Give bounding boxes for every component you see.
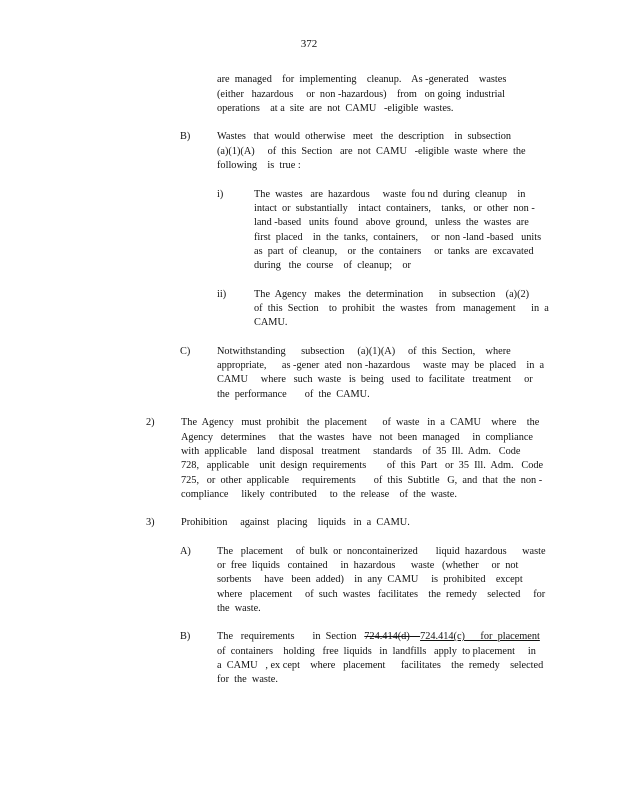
text-line: The Agency makes the determination in subsection (a)(2) [254,289,530,300]
text-line: of this Section to prohibit the wastes from management in a [254,303,549,314]
text-line: sorbents have been added) in any CAMU is prohibited except [217,574,523,585]
item-marker: B) [180,131,191,142]
text-line: following is true : [217,160,301,171]
text-segment: for placement [464,631,540,642]
deleted-citation: 724.414(d) [364,631,410,642]
item-marker: B) [180,631,191,642]
text-line: are managed for implementing cleanup. As -generated wastes [217,74,507,85]
text-line: as part of cleanup, or the containers or tanks are excavated [254,246,534,257]
text-line: (a)(1)(A) of this Section are not CAMU -eligible waste where the [217,146,526,157]
item-marker: i) [217,189,224,200]
text-line: CAMU. [254,317,288,328]
text-line: The wastes are hazardous waste fou nd during cleanup in [254,189,526,200]
text-line: during the course of cleanup; or [254,260,411,271]
text-line: a CAMU , ex cept where placement facilitates the remedy selected [217,660,544,671]
text-line: the waste. [217,603,261,614]
page-number: 372 [300,38,318,50]
inserted-citation: 724.414(c) [420,631,465,642]
text-line: 725, or other applicable requirements of this Subtitle G, and that the non - [181,475,543,486]
paragraph-heading: Prohibition against placing liquids in a CAMU. [181,517,410,528]
text-line: the performance of the CAMU. [217,389,370,400]
text-line: 728, applicable unit design requirements of this Part or 35 Ill. Adm. Code [181,460,544,471]
text-line: intact or substantially intact containers, tanks, or other non - [254,203,535,214]
text-line: where placement of such wastes facilitates the remedy selected for [217,589,546,600]
item-marker: ii) [217,289,227,300]
text-line: compliance likely contributed to the release of the waste. [181,489,457,500]
text-line: land -based units found above ground, unless the wastes are [254,217,529,228]
text-line: first placed in the tanks, containers, or non -land -based units [254,232,542,243]
text-line: (either hazardous or non -hazardous) from on going industrial [217,89,505,100]
item-marker: A) [180,546,191,557]
text-line-amended [217,630,540,643]
text-line: for the waste. [217,674,278,685]
item-marker: 3) [146,517,155,528]
text-line: or free liquids contained in hazardous waste (whether or not [217,560,519,571]
item-marker: 2) [146,417,155,428]
text-line: operations at a site are not CAMU -eligible wastes. [217,103,454,114]
amendment-gap [410,631,420,642]
text-line: with applicable land disposal treatment standards of 35 Ill. Adm. Code [181,446,521,457]
text-line: The Agency must prohibit the placement of waste in a CAMU where the [181,417,540,428]
text-line: Agency determines that the wastes have not been managed in compliance [181,432,533,443]
text-line: Wastes that would otherwise meet the description in subsection [217,131,512,142]
text-line: appropriate, as -gener ated non -hazardous waste may be placed in a [217,360,545,371]
text-segment: The requirements in Section [217,631,365,642]
text-line: of containers holding free liquids in landfills apply to placement in [217,646,536,657]
text-line: Notwithstanding subsection (a)(1)(A) of this Section, where [217,346,511,357]
item-marker: C) [180,346,191,357]
text-line: CAMU where such waste is being used to facilitate treatment or [217,374,533,385]
text-line: The placement of bulk or noncontainerized liquid hazardous waste [217,546,546,557]
